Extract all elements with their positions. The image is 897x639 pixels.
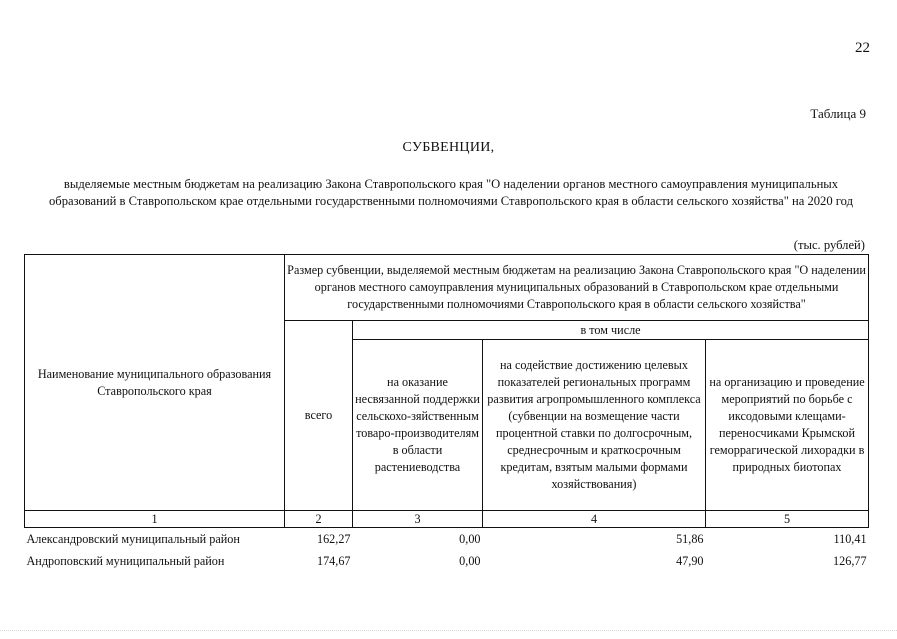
agro-programs-value: 47,90 xyxy=(676,553,704,568)
column-number: 3 xyxy=(353,511,483,528)
column-number: 5 xyxy=(706,511,869,528)
document-title: СУБВЕНЦИИ, xyxy=(402,140,495,155)
subsidies-table xyxy=(24,254,869,572)
header-total: всего xyxy=(285,321,353,511)
column-number: 2 xyxy=(285,511,353,528)
column-number: 4 xyxy=(483,511,706,528)
total-value: 174,67 xyxy=(316,553,351,568)
header-agro-programs: на содействие достижению целевых показателей региональных программ развития агропромышленного комплекса (субвенции на возмещение части процентной ставки по долгосрочным, среднесрочным и краткосрочным кредитам, взятым малыми формами хозяйствования) xyxy=(483,340,706,511)
crop-support-value: 0,00 xyxy=(459,553,481,568)
page-number: 22 xyxy=(855,40,870,56)
column-number: 1 xyxy=(25,511,285,528)
document-subtitle: выделяемые местным бюджетам на реализацию Закона Ставропольского края "О наделении органов местного самоуправления муниципальных образований в Ставропольском крае отдельными государственными полномочиями Ставропольского края в области сельского хозяйства" на 2020 год xyxy=(48,177,853,208)
tick-control-value: 110,41 xyxy=(833,531,867,546)
agro-programs-value: 51,86 xyxy=(676,531,704,546)
header-including: в том числе xyxy=(353,321,869,340)
table-row xyxy=(25,528,869,551)
units-label: (тыс. рублей) xyxy=(793,238,865,252)
header-crop-support: на оказание несвязанной поддержки сельскохо-зяйственным товаро-производителям в области растениеводства xyxy=(353,340,483,511)
header-subsidy-size: Размер субвенции, выделяемой местным бюджетам на реализацию Закона Ставропольского края "О наделении органов местного самоуправления муниципальных образований в Ставропольском крае отдельными государственными полномочиями Ставропольского края в области сельского хозяйства" xyxy=(285,255,869,321)
municipality-name: Александровский муниципальный район xyxy=(26,531,240,546)
table-label: Таблица 9 xyxy=(810,106,866,121)
header-municipality-name: Наименование муниципального образования Ставропольского края xyxy=(25,255,285,511)
scan-artifact-line xyxy=(0,630,897,632)
municipality-name: Андроповский муниципальный район xyxy=(26,553,225,568)
tick-control-value: 126,77 xyxy=(833,553,867,568)
table-row xyxy=(25,550,869,572)
total-value: 162,27 xyxy=(316,531,351,546)
header-tick-control: на организацию и проведение мероприятий по борьбе с иксодовыми клещами-переносчиками Крымской геморрагической лихорадки в природных биотопах xyxy=(706,340,869,511)
crop-support-value: 0,00 xyxy=(459,531,481,546)
